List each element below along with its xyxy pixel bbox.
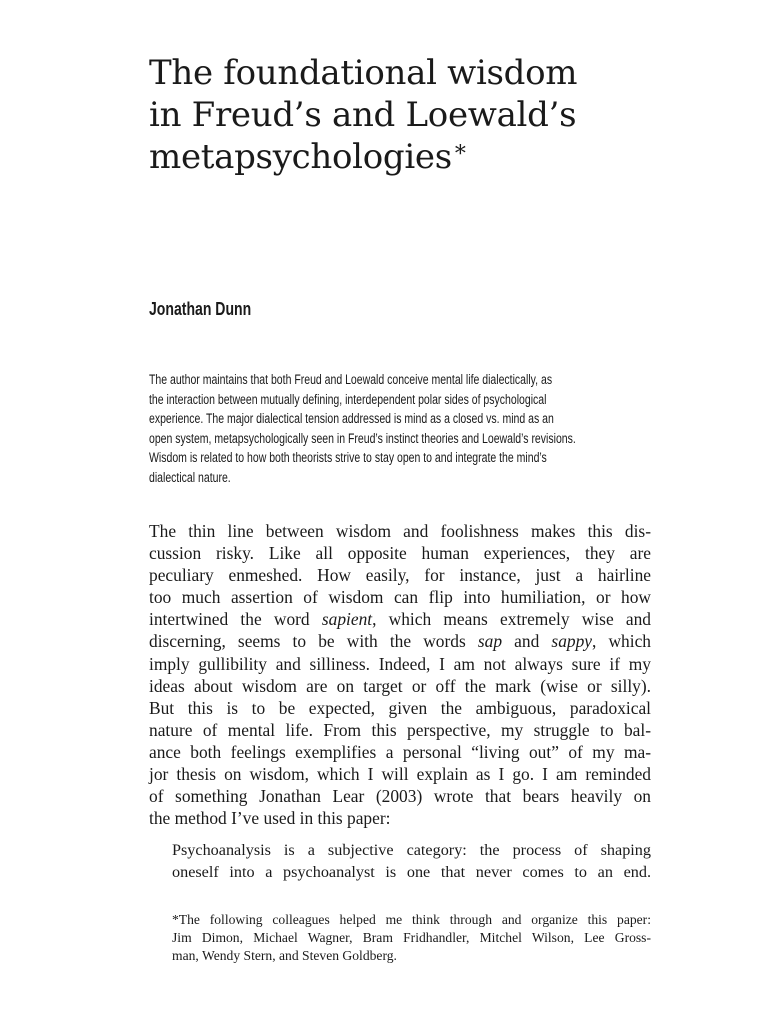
footnote-line: man, Wendy Stern, and Steven Goldberg. bbox=[172, 948, 397, 964]
emphasized-word: sapient bbox=[321, 609, 373, 630]
body-line-part: discerning, seems to be with the words bbox=[149, 631, 478, 652]
body-line: peculiary enmeshed. How easily, for instance, just a hairline bbox=[149, 565, 651, 586]
body-line bbox=[149, 630, 651, 652]
body-line: But this is to be expected, given the ambiguous, paradoxical bbox=[149, 697, 651, 718]
block-quote bbox=[172, 840, 651, 883]
title-line bbox=[149, 136, 651, 178]
quote-line: Psychoanalysis is a subjective category: the process of shaping bbox=[172, 841, 651, 859]
abstract-line: open system, metapsychologically seen in Freud’s instinct theories and Loewald’s revisions. bbox=[149, 430, 576, 447]
title-line: in Freud’s and Loewald’s bbox=[149, 95, 577, 135]
abstract-line: dialectical nature. bbox=[149, 469, 231, 486]
author-name: Jonathan Dunn bbox=[149, 299, 252, 319]
abstract-line: experience. The major dialectical tension addressed is mind as a closed vs. mind as an bbox=[149, 411, 554, 428]
body-line: The thin line between wisdom and foolishness makes this dis- bbox=[149, 521, 651, 541]
body-line: cussion risky. Like all opposite human experiences, they are bbox=[149, 543, 651, 564]
body-line: imply gullibility and silliness. Indeed, I am not always sure if my bbox=[149, 653, 651, 674]
footnote-line: Jim Dimon, Michael Wagner, Bram Fridhandler, Mitchel Wilson, Lee Gross- bbox=[172, 930, 651, 946]
title-line-text: metapsychologies bbox=[149, 137, 452, 177]
body-line-part: and bbox=[502, 631, 552, 652]
body-line-part: , which means extremely wise and bbox=[372, 609, 652, 630]
body-line: ance both feelings exemplifies a personal “living out” of my ma- bbox=[149, 741, 651, 762]
title-line: The foundational wisdom bbox=[149, 53, 578, 93]
body-line: jor thesis on wisdom, which I will explain as I go. I am reminded bbox=[149, 764, 651, 785]
body-line: the method I’ve used in this paper: bbox=[149, 808, 391, 829]
body-line: ideas about wisdom are on target or off the mark (wise or silly). bbox=[149, 675, 651, 696]
abstract bbox=[149, 371, 623, 489]
emphasized-word: sap bbox=[477, 631, 503, 652]
quote-line: oneself into a psychoanalyst is one that never comes to an end. bbox=[172, 862, 651, 881]
footnote bbox=[172, 911, 651, 966]
body-paragraph bbox=[149, 520, 651, 829]
body-line: of something Jonathan Lear (2003) wrote that bears heavily on bbox=[149, 786, 651, 807]
body-line: nature of mental life. From this perspective, my struggle to bal- bbox=[149, 719, 651, 740]
body-line: too much assertion of wisdom can flip into humiliation, or how bbox=[149, 587, 651, 608]
emphasized-word: sappy bbox=[551, 631, 592, 652]
title-footnote-marker: * bbox=[454, 142, 466, 167]
abstract-line: Wisdom is related to how both theorists strive to stay open to and integrate the mind’s bbox=[149, 450, 547, 467]
footnote-line: *The following colleagues helped me think through and organize this paper: bbox=[172, 912, 651, 927]
body-line-part: , which bbox=[592, 631, 651, 652]
article-title bbox=[149, 52, 651, 178]
body-line bbox=[149, 608, 651, 630]
body-line-part: intertwined the word bbox=[149, 609, 322, 630]
abstract-line: The author maintains that both Freud and Loewald conceive mental life dialectically, as bbox=[149, 372, 553, 388]
abstract-line: the interaction between mutually defining, interdependent polar sides of psychological bbox=[149, 391, 547, 408]
